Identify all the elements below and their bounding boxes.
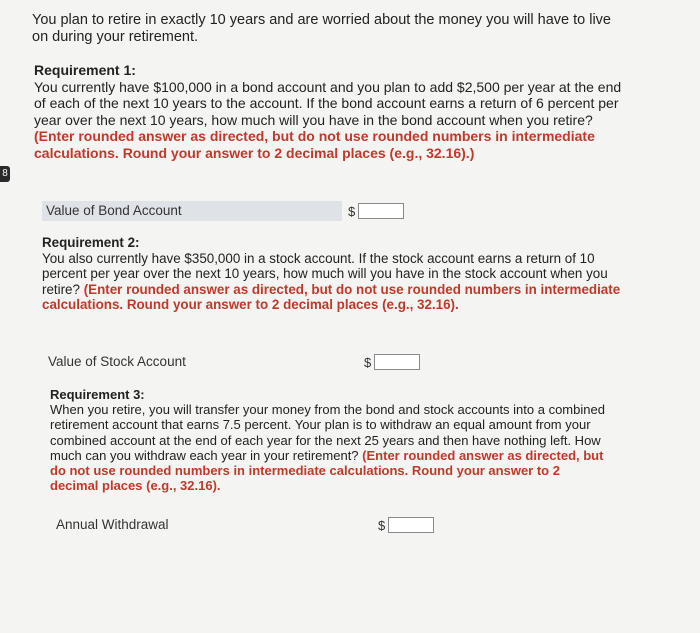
requirement-2-body: You also currently have $350,000 in a stock account. If the stock account earns a return of 10 percent per year over the next 10 years, how much will you have in the stock account when you retire?	[42, 250, 608, 297]
bond-account-input[interactable]	[358, 203, 404, 219]
requirement-2-instruction: (Enter rounded answer as directed, but do not use rounded numbers in intermediate calculations. Round your answer to 2 decimal places (e.g., 32.16).	[42, 281, 621, 312]
stock-account-input[interactable]	[374, 354, 420, 370]
dollar-sign: $	[364, 354, 372, 370]
requirement-3	[50, 387, 610, 493]
annual-withdrawal-label: Annual Withdrawal	[56, 517, 169, 532]
answer-row-bond	[42, 201, 404, 221]
side-marker: 8	[0, 166, 10, 182]
requirement-3-body: When you retire, you will transfer your money from the bond and stock accounts into a combined retirement account that earns 7.5 percent. Your plan is to withdraw an equal amount from your combined account at the end of each year for the next 25 years and then have nothing left. How much can you withdraw each year in your retirement?	[50, 402, 605, 463]
requirement-1-body: You currently have $100,000 in a bond account and you plan to add $2,500 per year at the end of each of the next 10 years to the account. If the bond account earns a return of 6 percent per year over the next 10 years, how much will you have in the bond account when you retire?	[34, 78, 622, 128]
question-intro: You plan to retire in exactly 10 years and are worried about the money you will have to live on during your retirement.	[32, 12, 611, 45]
answer-row-stock	[44, 352, 420, 372]
dollar-sign: $	[378, 517, 386, 533]
annual-withdrawal-input[interactable]	[388, 517, 434, 533]
bond-account-label: Value of Bond Account	[42, 201, 342, 221]
requirement-1-title: Requirement 1:	[34, 62, 136, 78]
requirement-2-title: Requirement 2:	[42, 235, 140, 250]
requirement-1-instruction: (Enter rounded answer as directed, but do not use rounded numbers in intermediate calculations. Round your answer to 2 decimal places (e.g., 32.16).)	[34, 128, 595, 161]
dollar-sign: $	[348, 203, 356, 219]
requirement-1	[34, 62, 624, 161]
requirement-2	[42, 235, 622, 313]
stock-account-label: Value of Stock Account	[48, 354, 186, 369]
answer-row-withdrawal	[52, 515, 434, 535]
requirement-3-instruction: (Enter rounded answer as directed, but do not use rounded numbers in intermediate calculations. Round your answer to 2 decimal places (e.g., 32.16).	[50, 447, 604, 494]
requirement-3-title: Requirement 3:	[50, 387, 145, 402]
